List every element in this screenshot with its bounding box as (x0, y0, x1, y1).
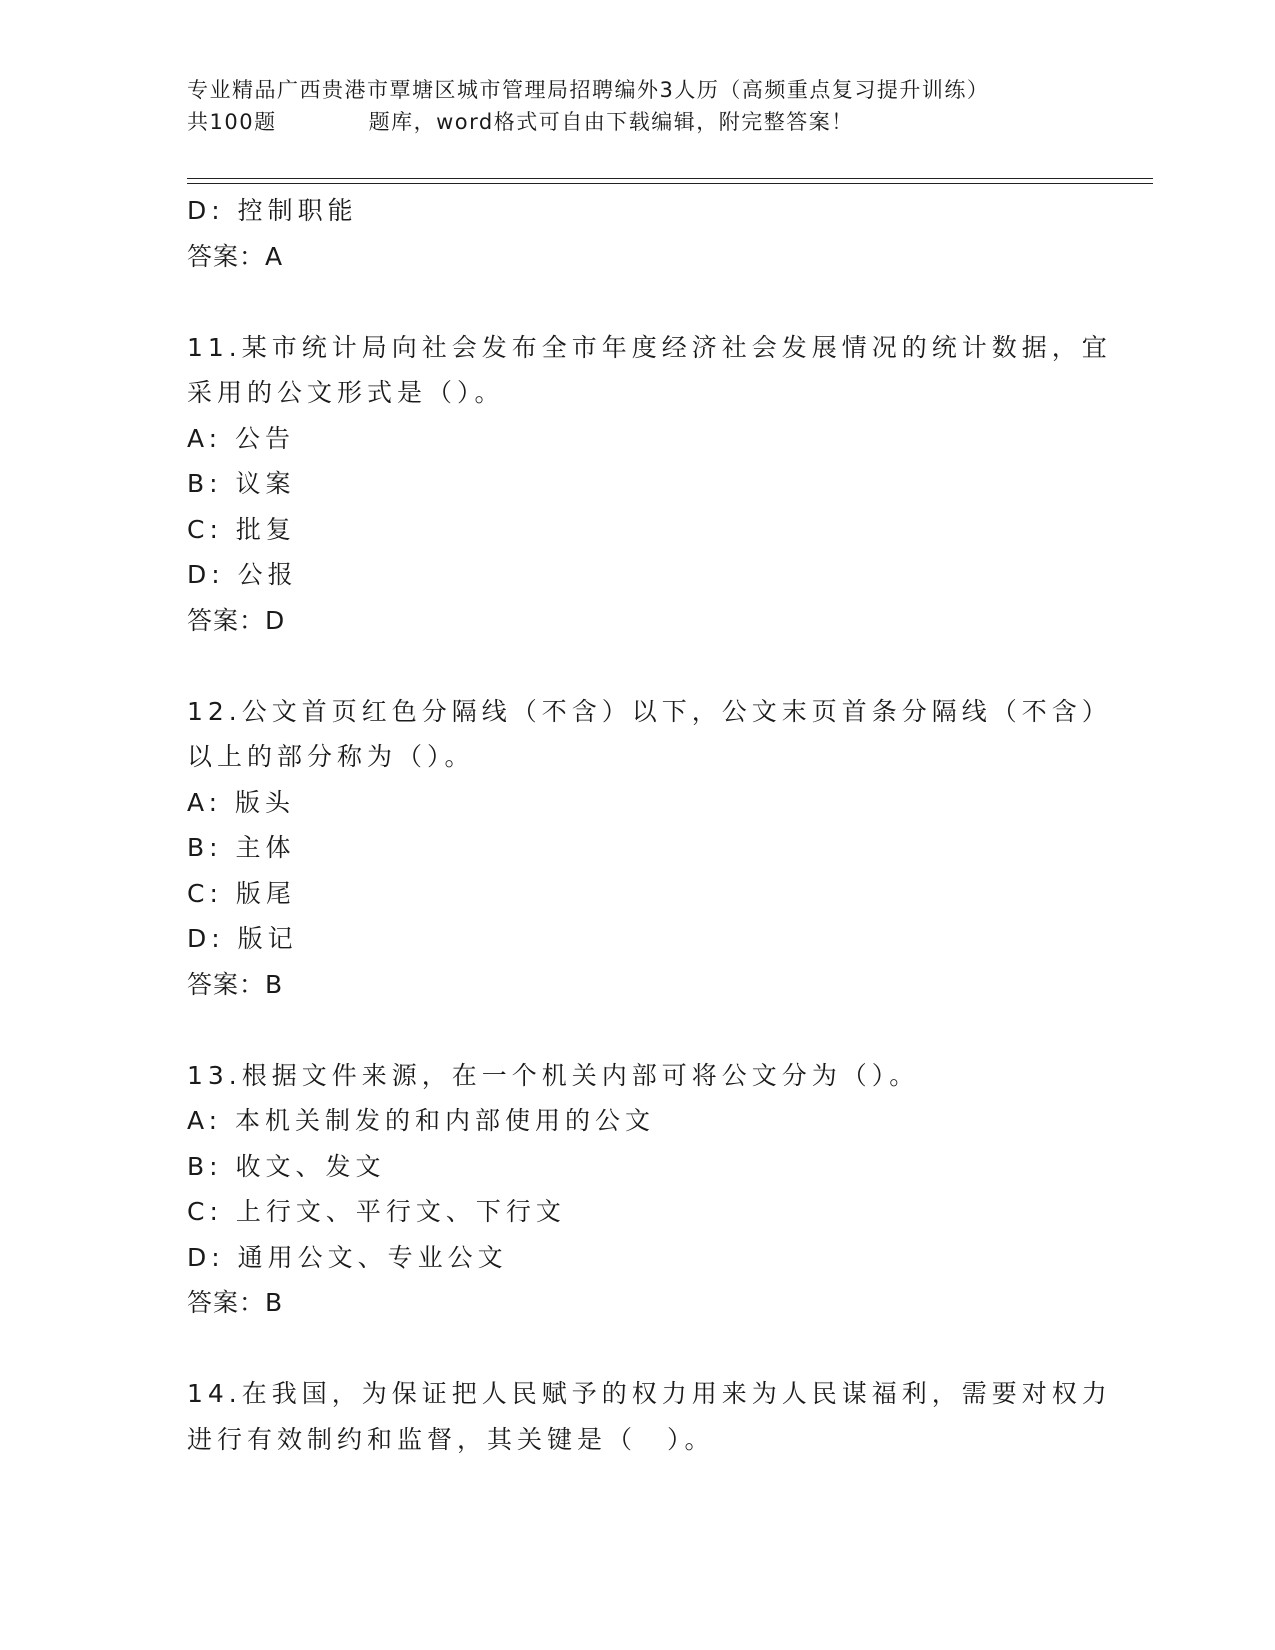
question-12-option-d: D: 版记 (187, 924, 298, 953)
question-14-line1: 14.在我国，为保证把人民赋予的权力用来为人民谋福利，需要对权力 (187, 1379, 1112, 1408)
question-12-option-a: A: 版头 (187, 787, 296, 817)
question-11-option-c: C: 批复 (187, 514, 296, 544)
question-13-option-d: D: 通用公文、专业公文 (187, 1242, 508, 1272)
question-12-option-c: C: 版尾 (187, 878, 296, 908)
header-title-line2 (187, 106, 1087, 138)
question-12-answer: 答案：B (187, 969, 284, 999)
question-13-line1: 13.根据文件来源，在一个机关内部可将公文分为（）。 (187, 1060, 920, 1090)
question-list (187, 188, 1112, 1462)
header-divider-top (187, 178, 1153, 179)
question-12-line1: 12.公文首页红色分隔线（不含）以下，公文末页首条分隔线（不含） (187, 696, 1112, 726)
prev-answer: 答案：A (187, 241, 284, 271)
question-11-line2: 采用的公文形式是（）。 (187, 378, 505, 407)
question-13-option-b: B: 收文、发文 (187, 1151, 386, 1181)
header-divider-bottom (187, 183, 1153, 184)
question-11-option-d: D: 公报 (187, 560, 298, 589)
question-13-option-a: A: 本机关制发的和内部使用的公文 (187, 1106, 656, 1135)
question-14-line2: 进行有效制约和监督，其关键是（ ）。 (187, 1424, 715, 1454)
question-12-line2: 以上的部分称为（）。 (187, 742, 475, 771)
question-13-answer: 答案：B (187, 1288, 284, 1317)
header-format-note: 题库，word格式可自由下载编辑，附完整答案！ (368, 110, 854, 134)
page-header (187, 74, 1087, 138)
question-12-option-b: B: 主体 (187, 833, 296, 862)
question-11-answer: 答案：D (187, 605, 286, 635)
question-13-option-c: C: 上行文、平行文、下行文 (187, 1197, 566, 1226)
question-11-line1: 11.某市统计局向社会发布全市年度经济社会发展情况的统计数据，宜 (187, 332, 1112, 362)
header-title-line1: 专业精品广西贵港市覃塘区城市管理局招聘编外3人历（高频重点复习提升训练） (187, 78, 990, 102)
question-11-option-a: A: 公告 (187, 423, 296, 453)
question-11-option-b: B: 议案 (187, 469, 296, 498)
header-question-count: 共100题 (187, 110, 277, 134)
prev-option-d: D: 控制职能 (187, 196, 358, 225)
